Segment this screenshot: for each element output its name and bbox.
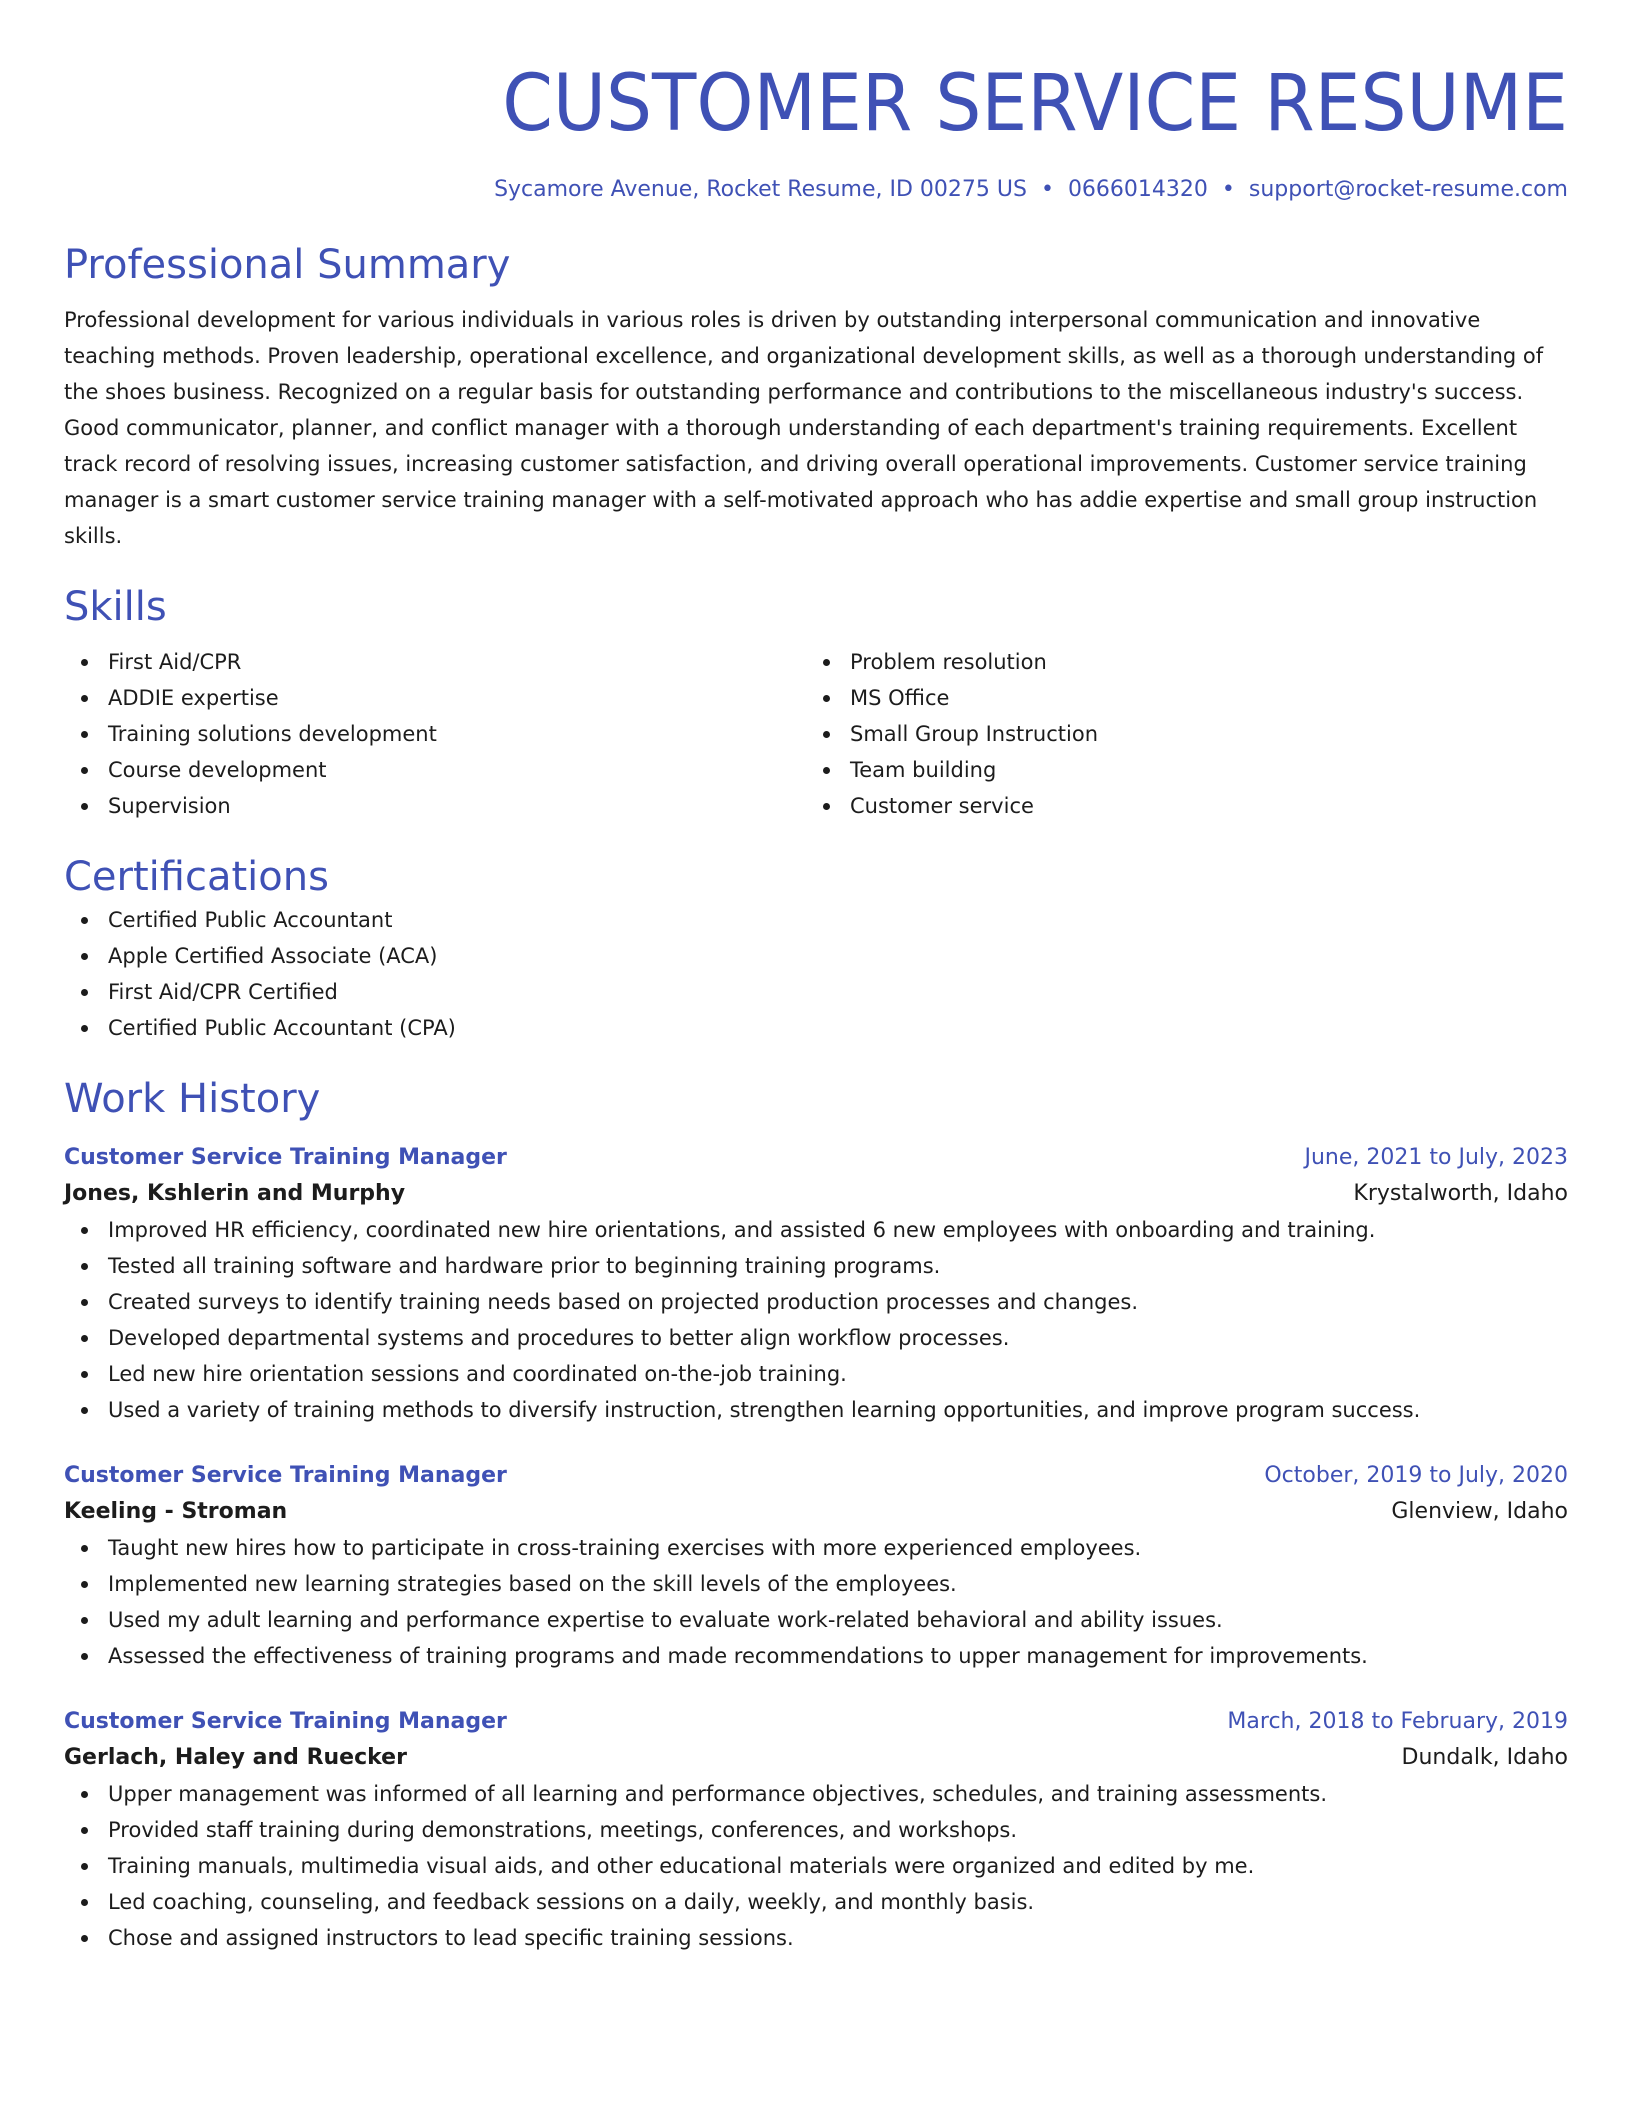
summary-text: Professional development for various individuals in various roles is driven by outstanding interpersonal communication and innovative teaching methods. Proven leadership, operational excellence, and organizational development skills, as well as a thorough understanding of the shoes business. Recognized on a regular basis for outstanding performance and contributions to the miscellaneous industry's success. Good communicator, planner, and conflict manager with a thorough understanding of each department's training requirements. Excellent track record of resolving issues, increasing customer satisfaction, and driving overall operational improvements. Customer service training manager is a smart customer service training manager with a self-motivated approach who has addie expertise and small group instruction skills.	[64, 308, 1544, 548]
skill-item: Team building	[806, 752, 1548, 788]
job-bullet: Led new hire orientation sessions and coordinated on-the-job training.	[64, 1356, 1568, 1392]
job-entry	[64, 1704, 1568, 1956]
job-bullet: Upper management was informed of all learning and performance objectives, schedules, and training assessments.	[64, 1776, 1568, 1812]
skill-item: Course development	[64, 752, 806, 788]
job-dates: October, 2019 to July, 2020	[1264, 1463, 1568, 1488]
job-bullet: Led coaching, counseling, and feedback sessions on a daily, weekly, and monthly basis.	[64, 1884, 1568, 1920]
job-company: Keeling - Stroman	[64, 1499, 288, 1524]
job-header	[64, 1458, 1568, 1494]
skills-section	[64, 582, 1568, 824]
work-history-section	[64, 1074, 1568, 1956]
job-dates: June, 2021 to July, 2023	[1304, 1145, 1568, 1170]
job-bullet: Developed departmental systems and procedures to better align workflow processes.	[64, 1320, 1568, 1356]
job-dates: March, 2018 to February, 2019	[1227, 1709, 1568, 1734]
contact-phone: 0666014320	[1067, 177, 1208, 202]
certification-item: Apple Certified Associate (ACA)	[64, 938, 1568, 974]
job-bullets	[64, 1530, 1568, 1674]
job-title: Customer Service Training Manager	[64, 1709, 507, 1734]
contact-line	[64, 174, 1568, 206]
job-bullet: Taught new hires how to participate in cross-training exercises with more experienced employees.	[64, 1530, 1568, 1566]
job-company: Gerlach, Haley and Ruecker	[64, 1745, 407, 1770]
job-bullet: Created surveys to identify training needs based on projected production processes and changes.	[64, 1284, 1568, 1320]
job-title: Customer Service Training Manager	[64, 1145, 507, 1170]
resume-page	[64, 56, 1568, 1956]
job-entry	[64, 1140, 1568, 1428]
certifications-list	[64, 902, 1568, 1046]
certification-item: Certified Public Accountant	[64, 902, 1568, 938]
job-bullet: Chose and assigned instructors to lead specific training sessions.	[64, 1920, 1568, 1956]
summary-heading: Professional Summary	[64, 242, 511, 288]
skills-column-right	[806, 644, 1548, 824]
skill-item: MS Office	[806, 680, 1548, 716]
skills-column-left	[64, 644, 806, 824]
skill-item: Customer service	[806, 788, 1548, 824]
job-header	[64, 1140, 1568, 1176]
skills-list-right	[806, 644, 1548, 824]
certifications-section	[64, 852, 1568, 1046]
job-entry	[64, 1458, 1568, 1674]
job-location: Glenview, Idaho	[1391, 1499, 1568, 1524]
resume-title: CUSTOMER SERVICE RESUME	[502, 59, 1569, 149]
work-history-heading: Work History	[64, 1076, 321, 1122]
contact-address: Sycamore Avenue, Rocket Resume, ID 00275 US	[494, 177, 1027, 202]
job-bullets	[64, 1212, 1568, 1428]
job-bullet: Used my adult learning and performance expertise to evaluate work-related behavioral and ability issues.	[64, 1602, 1568, 1638]
job-bullets	[64, 1776, 1568, 1956]
skill-item: Problem resolution	[806, 644, 1548, 680]
skill-item: Small Group Instruction	[806, 716, 1548, 752]
job-bullet: Implemented new learning strategies based on the skill levels of the employees.	[64, 1566, 1568, 1602]
job-subheader	[64, 1176, 1568, 1212]
skill-item: ADDIE expertise	[64, 680, 806, 716]
skills-grid	[64, 644, 1568, 824]
job-subheader	[64, 1494, 1568, 1530]
skill-item: First Aid/CPR	[64, 644, 806, 680]
skill-item: Training solutions development	[64, 716, 806, 752]
skills-list-left	[64, 644, 806, 824]
skills-heading: Skills	[64, 584, 167, 630]
contact-separator: •	[1040, 177, 1054, 202]
job-bullet: Assessed the effectiveness of training programs and made recommendations to upper management for improvements.	[64, 1638, 1568, 1674]
skill-item: Supervision	[64, 788, 806, 824]
contact-email: support@rocket-resume.com	[1248, 177, 1568, 202]
job-bullet: Provided staff training during demonstrations, meetings, conferences, and workshops.	[64, 1812, 1568, 1848]
job-bullet: Used a variety of training methods to diversify instruction, strengthen learning opportunities, and improve program success.	[64, 1392, 1568, 1428]
job-header	[64, 1704, 1568, 1740]
certification-item: First Aid/CPR Certified	[64, 974, 1568, 1010]
job-bullet: Tested all training software and hardware prior to beginning training programs.	[64, 1248, 1568, 1284]
job-title: Customer Service Training Manager	[64, 1463, 507, 1488]
contact-separator: •	[1221, 177, 1235, 202]
job-company: Jones, Kshlerin and Murphy	[64, 1181, 406, 1206]
certification-item: Certified Public Accountant (CPA)	[64, 1010, 1568, 1046]
summary-section	[64, 240, 1568, 554]
job-location: Dundalk, Idaho	[1401, 1745, 1568, 1770]
certifications-heading: Certifications	[64, 854, 329, 900]
job-location: Krystalworth, Idaho	[1353, 1181, 1568, 1206]
job-bullet: Training manuals, multimedia visual aids, and other educational materials were organized and edited by me.	[64, 1848, 1568, 1884]
job-subheader	[64, 1740, 1568, 1776]
job-bullet: Improved HR efficiency, coordinated new hire orientations, and assisted 6 new employees with onboarding and training.	[64, 1212, 1568, 1248]
